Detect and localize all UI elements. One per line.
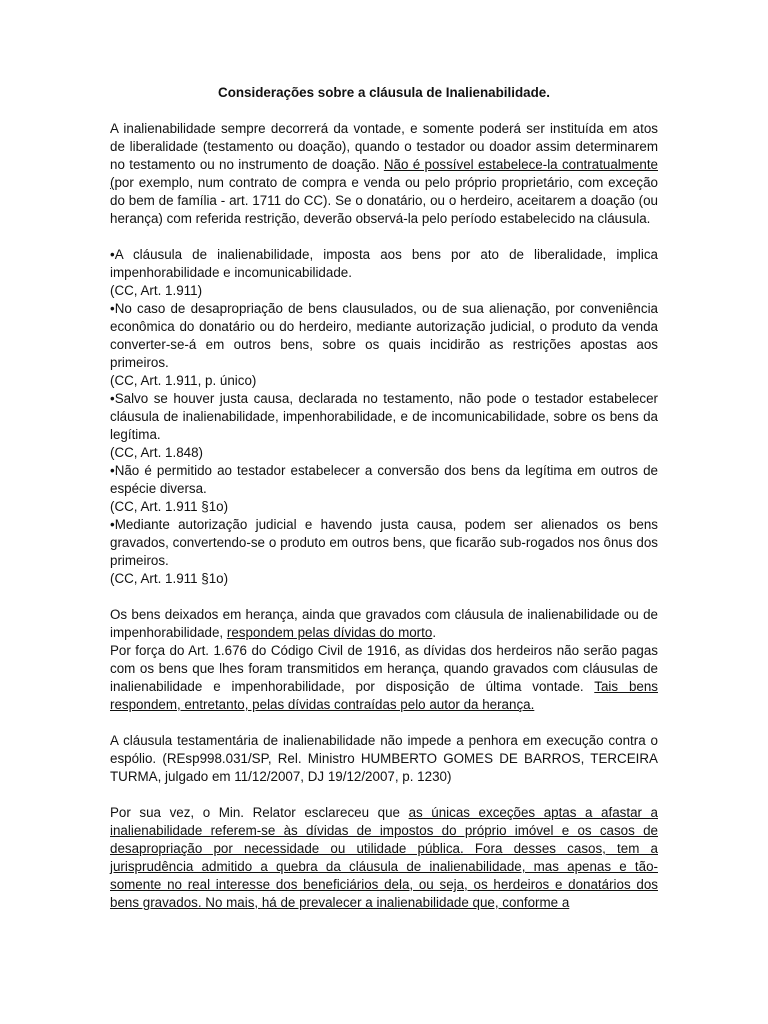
- paragraph-inalienabilidade-origem: [110, 120, 658, 228]
- legal-reference: (CC, Art. 1.911 §1o): [110, 571, 229, 586]
- paragraph-text: A inalienabilidade sempre decorrerá da vontade, e somente poderá ser instituída em atos de liberalidade (testamento ou doação), quando o testador ou doador assim determinarem no testamento ou no instrumento de doação.: [110, 121, 658, 172]
- paragraph-relator: [110, 804, 658, 912]
- legal-reference: (CC, Art. 1.911, p. único): [110, 373, 257, 388]
- paragraph-resp-citation: A cláusula testamentária de inalienabilidade não impede a penhora em execução contra o espólio. (REsp998.031/SP, Rel. Ministro HUMBERTO GOMES DE BARROS, TERCEIRA TURMA, julgado em 11/12/2007, DJ 19/12/2007, p. 1230): [110, 733, 658, 784]
- bullet-item: •No caso de desapropriação de bens clausulados, ou de sua alienação, por conveniência econômica do donatário ou do herdeiro, mediante autorização judicial, o produto da venda converter-se-á em outros bens, sobre os quais incidirão as restrições apostas aos primeiros.: [110, 301, 658, 370]
- bullet-item: •A cláusula de inalienabilidade, imposta aos bens por ato de liberalidade, implica impenhorabilidade e incomunicabilidade.: [110, 247, 658, 280]
- paragraph-text: Por sua vez, o Min. Relator esclareceu que: [110, 805, 409, 820]
- paragraph-text: .: [432, 625, 437, 640]
- legal-reference: (CC, Art. 1.911): [110, 283, 203, 298]
- bullet-item: •Não é permitido ao testador estabelecer a conversão dos bens da legítima em outros de espécie diversa.: [110, 463, 658, 496]
- paragraph-heranca-dividas: [110, 606, 658, 642]
- bullet-list: [110, 246, 658, 588]
- bullet-item: •Mediante autorização judicial e havendo justa causa, podem ser alienados os bens gravados, convertendo-se o produto em outros bens, que ficarão sub-rogados nos ônus dos primeiros.: [110, 517, 658, 568]
- document-title: Considerações sobre a cláusula de Inalienabilidade.: [218, 85, 550, 100]
- underlined-text: Não é possível estabelece-la contratualmente (: [110, 157, 658, 190]
- bullet-item: •Salvo se houver justa causa, declarada no testamento, não pode o testador estabelecer cláusula de inalienabilidade, impenhorabilidade, e de incomunicabilidade, sobre os bens da legítima.: [110, 391, 658, 442]
- paragraph-text: Por força do Art. 1.676 do Código Civil de 1916, as dívidas dos herdeiros não serão pagas com os bens que lhes foram transmitidos em herança, quando gravados com cláusulas de inalienabilidade e impenhorabilidade, por disposição de última vontade.: [110, 643, 658, 694]
- legal-reference: (CC, Art. 1.848): [110, 445, 204, 460]
- paragraph-codigo-civil-1916: [110, 642, 658, 714]
- underlined-text: as únicas exceções aptas a afastar a inalienabilidade referem-se às dívidas de impostos do próprio imóvel e os casos de desapropriação por necessidade ou utilidade pública. Fora desses casos, tem a jurisprudência admitido a quebra da cláusula de inalienabilidade, mas apenas e tão-somente no real interesse dos beneficiários dela, ou seja, os herdeiros e donatários dos bens gravados. No mais, há de prevalecer a inalienabilidade que, conforme a: [110, 805, 658, 910]
- paragraph-text: por exemplo, num contrato de compra e venda ou pelo próprio proprietário, com exceção do bem de família - art. 1711 do CC). Se o donatário, ou o herdeiro, aceitarem a doação (ou herança) com referida restrição, deverão observá-la pelo período estabelecido na cláusula.: [110, 175, 658, 226]
- underlined-text: respondem pelas dívidas do morto: [226, 625, 433, 640]
- paragraph-text: Os bens deixados em herança, ainda que gravados com cláusula de inalienabilidade ou de impenhorabilidade,: [110, 607, 658, 640]
- underlined-text: Tais bens respondem, entretanto, pelas dívidas contraídas pelo autor da herança.: [110, 679, 658, 712]
- legal-reference: (CC, Art. 1.911 §1o): [110, 499, 229, 514]
